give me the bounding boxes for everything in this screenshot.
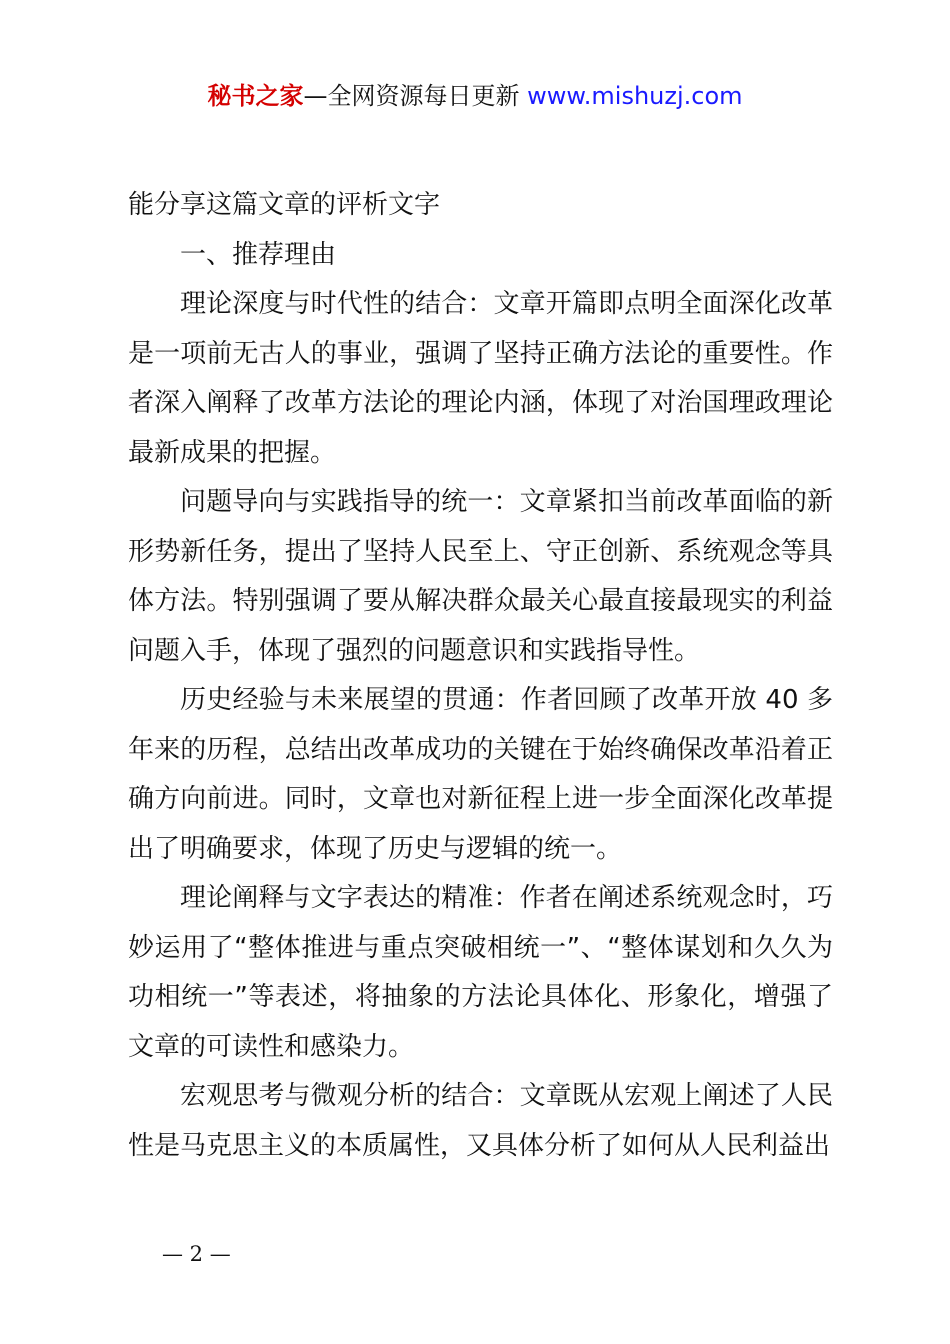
body-paragraph: 问题导向与实践指导的统一：文章紧扣当前改革面临的新形势新任务，提出了坚持人民至上、守正创新、系统观念等具体方法。特别强调了要从解决群众最关心最直接最现实的利益问题入手，体现了强烈的问题意识和实践指导性。 — [128, 487, 833, 666]
section-heading: 一、推荐理由 — [180, 239, 337, 270]
page-header — [0, 80, 950, 112]
body-paragraph: 宏观思考与微观分析的结合：文章既从宏观上阐述了人民性是马克思主义的本质属性，又具体分析了如何从人民利益出 — [128, 1081, 833, 1161]
document-body — [128, 181, 833, 1171]
site-url-link[interactable]: www.mishuzj.com — [527, 82, 743, 110]
page-number: — 2 — — [162, 1242, 231, 1266]
document-opening-line: 能分享这篇文章的评析文字 — [128, 190, 441, 220]
site-slogan: —全网资源每日更新 — [303, 82, 520, 110]
body-paragraph: 历史经验与未来展望的贯通：作者回顾了改革开放 40 多年来的历程，总结出改革成功的关键在于始终确保改革沿着正确方向前进。同时，文章也对新征程上进一步全面深化改革提出了明确要求，体现了历史与逻辑的统一。 — [128, 685, 833, 864]
body-paragraph: 理论深度与时代性的结合：文章开篇即点明全面深化改革是一项前无古人的事业，强调了坚持正确方法论的重要性。作者深入阐释了改革方法论的理论内涵，体现了对治国理政理论最新成果的把握。 — [128, 289, 833, 468]
body-paragraph: 理论阐释与文字表达的精准：作者在阐述系统观念时，巧妙运用了“整体推进与重点突破相统一”、“整体谋划和久久为功相统一”等表述，将抽象的方法论具体化、形象化，增强了文章的可读性和感染力。 — [128, 883, 833, 1062]
site-brand-name: 秘书之家 — [207, 82, 304, 110]
